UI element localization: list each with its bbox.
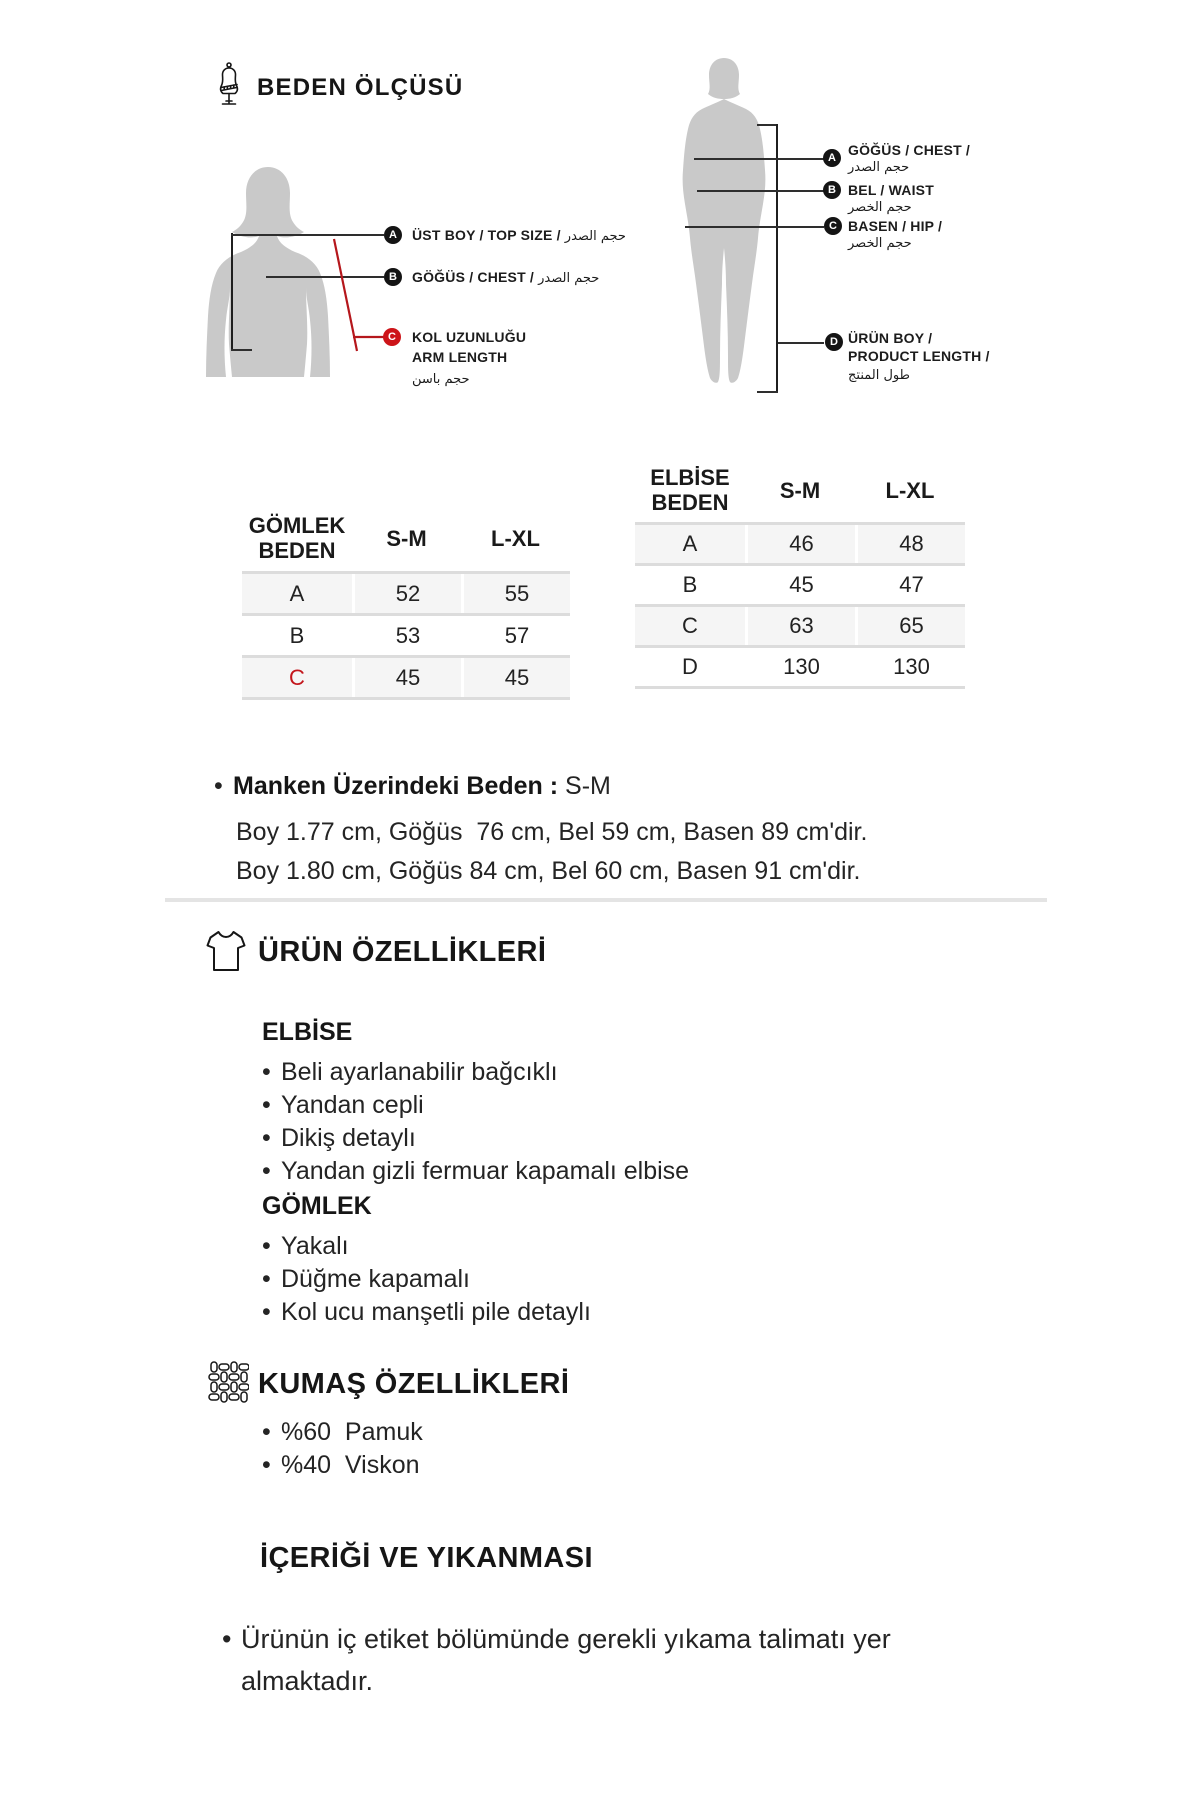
row-label: A bbox=[635, 525, 745, 563]
bracket-tick bbox=[757, 391, 778, 393]
model-size-info bbox=[214, 770, 867, 891]
list-item: • Düğme kapamalı bbox=[262, 1263, 591, 1296]
tshirt-icon bbox=[206, 930, 246, 972]
column-header-lxl: L-XL bbox=[491, 525, 540, 551]
label-chest bbox=[848, 141, 970, 177]
value-sm: 130 bbox=[745, 648, 855, 686]
shirt-feature-list bbox=[262, 1230, 591, 1329]
label-latin: KOL UZUNLUĞU bbox=[412, 329, 527, 345]
row-label: B bbox=[635, 566, 745, 604]
label-latin: BEL / WAIST bbox=[848, 182, 934, 198]
care-note-text: Ürünün iç etiket bölümünde gerekli yıkama talimatı yer almaktadır. bbox=[241, 1624, 891, 1696]
label-latin: PRODUCT LENGTH / bbox=[848, 348, 990, 364]
table-row bbox=[242, 613, 570, 655]
badge-c bbox=[824, 217, 842, 235]
table-header-row bbox=[242, 505, 570, 571]
connector-line-b bbox=[697, 190, 824, 192]
full-body-silhouette bbox=[672, 56, 776, 386]
badge-letter: B bbox=[828, 184, 836, 196]
care-title: İÇERİĞİ VE YIKANMASI bbox=[260, 1542, 593, 1574]
bullet: • bbox=[262, 1124, 271, 1152]
list-item: • %60 Pamuk bbox=[262, 1416, 423, 1449]
fabric-weave-icon bbox=[208, 1361, 249, 1403]
list-item: • Yakalı bbox=[262, 1230, 591, 1263]
model-size-value: S-M bbox=[565, 772, 611, 800]
separator: : bbox=[542, 772, 566, 800]
value-sm: 46 bbox=[745, 525, 855, 563]
table-row bbox=[242, 655, 570, 700]
column-header-lxl: L-XL bbox=[885, 477, 935, 503]
label-latin: GÖĞÜS / CHEST / bbox=[848, 142, 971, 158]
label-latin: BASEN / HIP / bbox=[848, 218, 943, 234]
bullet: • bbox=[262, 1451, 271, 1479]
label-chest bbox=[412, 268, 599, 288]
label-latin: ÜRÜN BOY / bbox=[848, 330, 933, 346]
label-arabic: حجم الخصر bbox=[848, 200, 912, 215]
value-sm: 45 bbox=[745, 566, 855, 604]
model-measurements-line1: Boy 1.77 cm, Göğüs 76 cm, Bel 59 cm, Basen 89 cm'dir. bbox=[236, 818, 868, 846]
label-latin: GÖĞÜS / CHEST / bbox=[412, 269, 535, 285]
label-arabic: حجم الخصر bbox=[848, 236, 912, 251]
label-arabic: حجم الصدر bbox=[848, 160, 910, 175]
fabric-features-title: KUMAŞ ÖZELLİKLERİ bbox=[258, 1368, 570, 1400]
row-label: C bbox=[635, 607, 745, 645]
value-lxl: 57 bbox=[461, 616, 570, 655]
value-lxl: 55 bbox=[461, 574, 570, 613]
table-row bbox=[242, 571, 570, 613]
table-row bbox=[635, 604, 965, 645]
value-sm: 45 bbox=[352, 658, 461, 697]
list-item: • Dikiş detaylı bbox=[262, 1122, 689, 1155]
model-measurements-line2: Boy 1.80 cm, Göğüs 84 cm, Bel 60 cm, Basen 91 cm'dir. bbox=[236, 857, 861, 885]
label-arabic: حجم الصدر bbox=[564, 229, 626, 244]
list-item: • Beli ayarlanabilir bağcıklı bbox=[262, 1056, 689, 1089]
measure-bracket-left bbox=[231, 233, 233, 351]
row-label: B bbox=[242, 616, 352, 655]
bullet: • bbox=[214, 772, 223, 800]
list-item: • Yandan gizli fermuar kapamalı elbise bbox=[262, 1155, 689, 1188]
badge-b bbox=[384, 268, 402, 286]
value-lxl: 65 bbox=[855, 607, 965, 645]
arm-length-red-line bbox=[329, 233, 387, 355]
bullet: • bbox=[262, 1418, 271, 1446]
label-arabic: حجم الصدر bbox=[538, 271, 600, 286]
label-product-length bbox=[848, 329, 990, 385]
list-item: • Kol ucu manşetli pile detaylı bbox=[262, 1296, 591, 1329]
badge-a bbox=[823, 149, 841, 167]
label-arabic: طول المنتج bbox=[848, 368, 910, 383]
list-item: • %40 Viskon bbox=[262, 1449, 423, 1482]
badge-letter: B bbox=[389, 271, 397, 283]
value-sm: 63 bbox=[745, 607, 855, 645]
connector-line-a bbox=[694, 158, 824, 160]
model-size-line bbox=[214, 770, 867, 802]
bracket-tick bbox=[757, 124, 778, 126]
column-header-sm: S-M bbox=[779, 477, 821, 503]
row-label-highlighted: C bbox=[242, 658, 352, 697]
table-row bbox=[635, 522, 965, 563]
product-features-title: ÜRÜN ÖZELLİKLERİ bbox=[258, 936, 547, 968]
label-hip bbox=[848, 217, 942, 253]
column-header-sm: S-M bbox=[386, 525, 427, 551]
upper-body-silhouette bbox=[196, 166, 344, 378]
label-latin: ÜST BOY / TOP SIZE / bbox=[412, 227, 561, 243]
label-waist bbox=[848, 181, 934, 217]
badge-a bbox=[384, 226, 402, 244]
bullet: • bbox=[262, 1091, 271, 1119]
bullet: • bbox=[262, 1265, 271, 1293]
list-item: • Yandan cepli bbox=[262, 1089, 689, 1122]
bracket-tick bbox=[231, 349, 252, 351]
badge-letter: C bbox=[829, 220, 837, 232]
label-arm-length bbox=[412, 327, 526, 390]
page-title: BEDEN ÖLÇÜSÜ bbox=[257, 74, 464, 101]
row-label: A bbox=[242, 574, 352, 613]
value-lxl: 48 bbox=[855, 525, 965, 563]
bullet: • bbox=[222, 1624, 232, 1654]
badge-d bbox=[825, 333, 843, 351]
value-lxl: 130 bbox=[855, 648, 965, 686]
badge-letter: C bbox=[388, 331, 396, 343]
table-name-header: GÖMLEK BEDEN bbox=[248, 513, 346, 563]
dress-subheading: ELBİSE bbox=[262, 1018, 353, 1046]
badge-letter: A bbox=[389, 229, 397, 241]
dress-size-table bbox=[635, 458, 965, 689]
badge-letter: A bbox=[828, 152, 836, 164]
bullet: • bbox=[262, 1157, 271, 1185]
dress-form-icon bbox=[216, 62, 242, 108]
bullet: • bbox=[262, 1232, 271, 1260]
label-arabic: حجم باسن bbox=[412, 372, 470, 387]
table-row bbox=[635, 645, 965, 689]
shirt-subheading: GÖMLEK bbox=[262, 1192, 372, 1220]
label-top-size bbox=[412, 226, 626, 246]
label-latin: ARM LENGTH bbox=[412, 349, 508, 365]
bullet: • bbox=[262, 1058, 271, 1086]
fabric-list bbox=[262, 1416, 423, 1482]
bullet: • bbox=[262, 1298, 271, 1326]
model-size-label: Manken Üzerindeki Beden bbox=[233, 772, 543, 800]
dress-feature-list bbox=[262, 1056, 689, 1188]
section-divider bbox=[165, 898, 1047, 902]
value-lxl: 47 bbox=[855, 566, 965, 604]
table-name-header: ELBİSE BEDEN bbox=[650, 465, 730, 515]
table-header-row bbox=[635, 458, 965, 522]
row-label: D bbox=[635, 648, 745, 686]
value-sm: 53 bbox=[352, 616, 461, 655]
badge-letter: D bbox=[830, 336, 838, 348]
connector-line-d bbox=[778, 342, 824, 344]
value-sm: 52 bbox=[352, 574, 461, 613]
shirt-size-table bbox=[242, 505, 570, 700]
table-row bbox=[635, 563, 965, 604]
care-note bbox=[222, 1618, 1071, 1702]
value-lxl: 45 bbox=[461, 658, 570, 697]
badge-b bbox=[823, 181, 841, 199]
measure-bracket-right bbox=[776, 124, 778, 393]
badge-c bbox=[383, 328, 401, 346]
connector-line-c bbox=[685, 226, 824, 228]
